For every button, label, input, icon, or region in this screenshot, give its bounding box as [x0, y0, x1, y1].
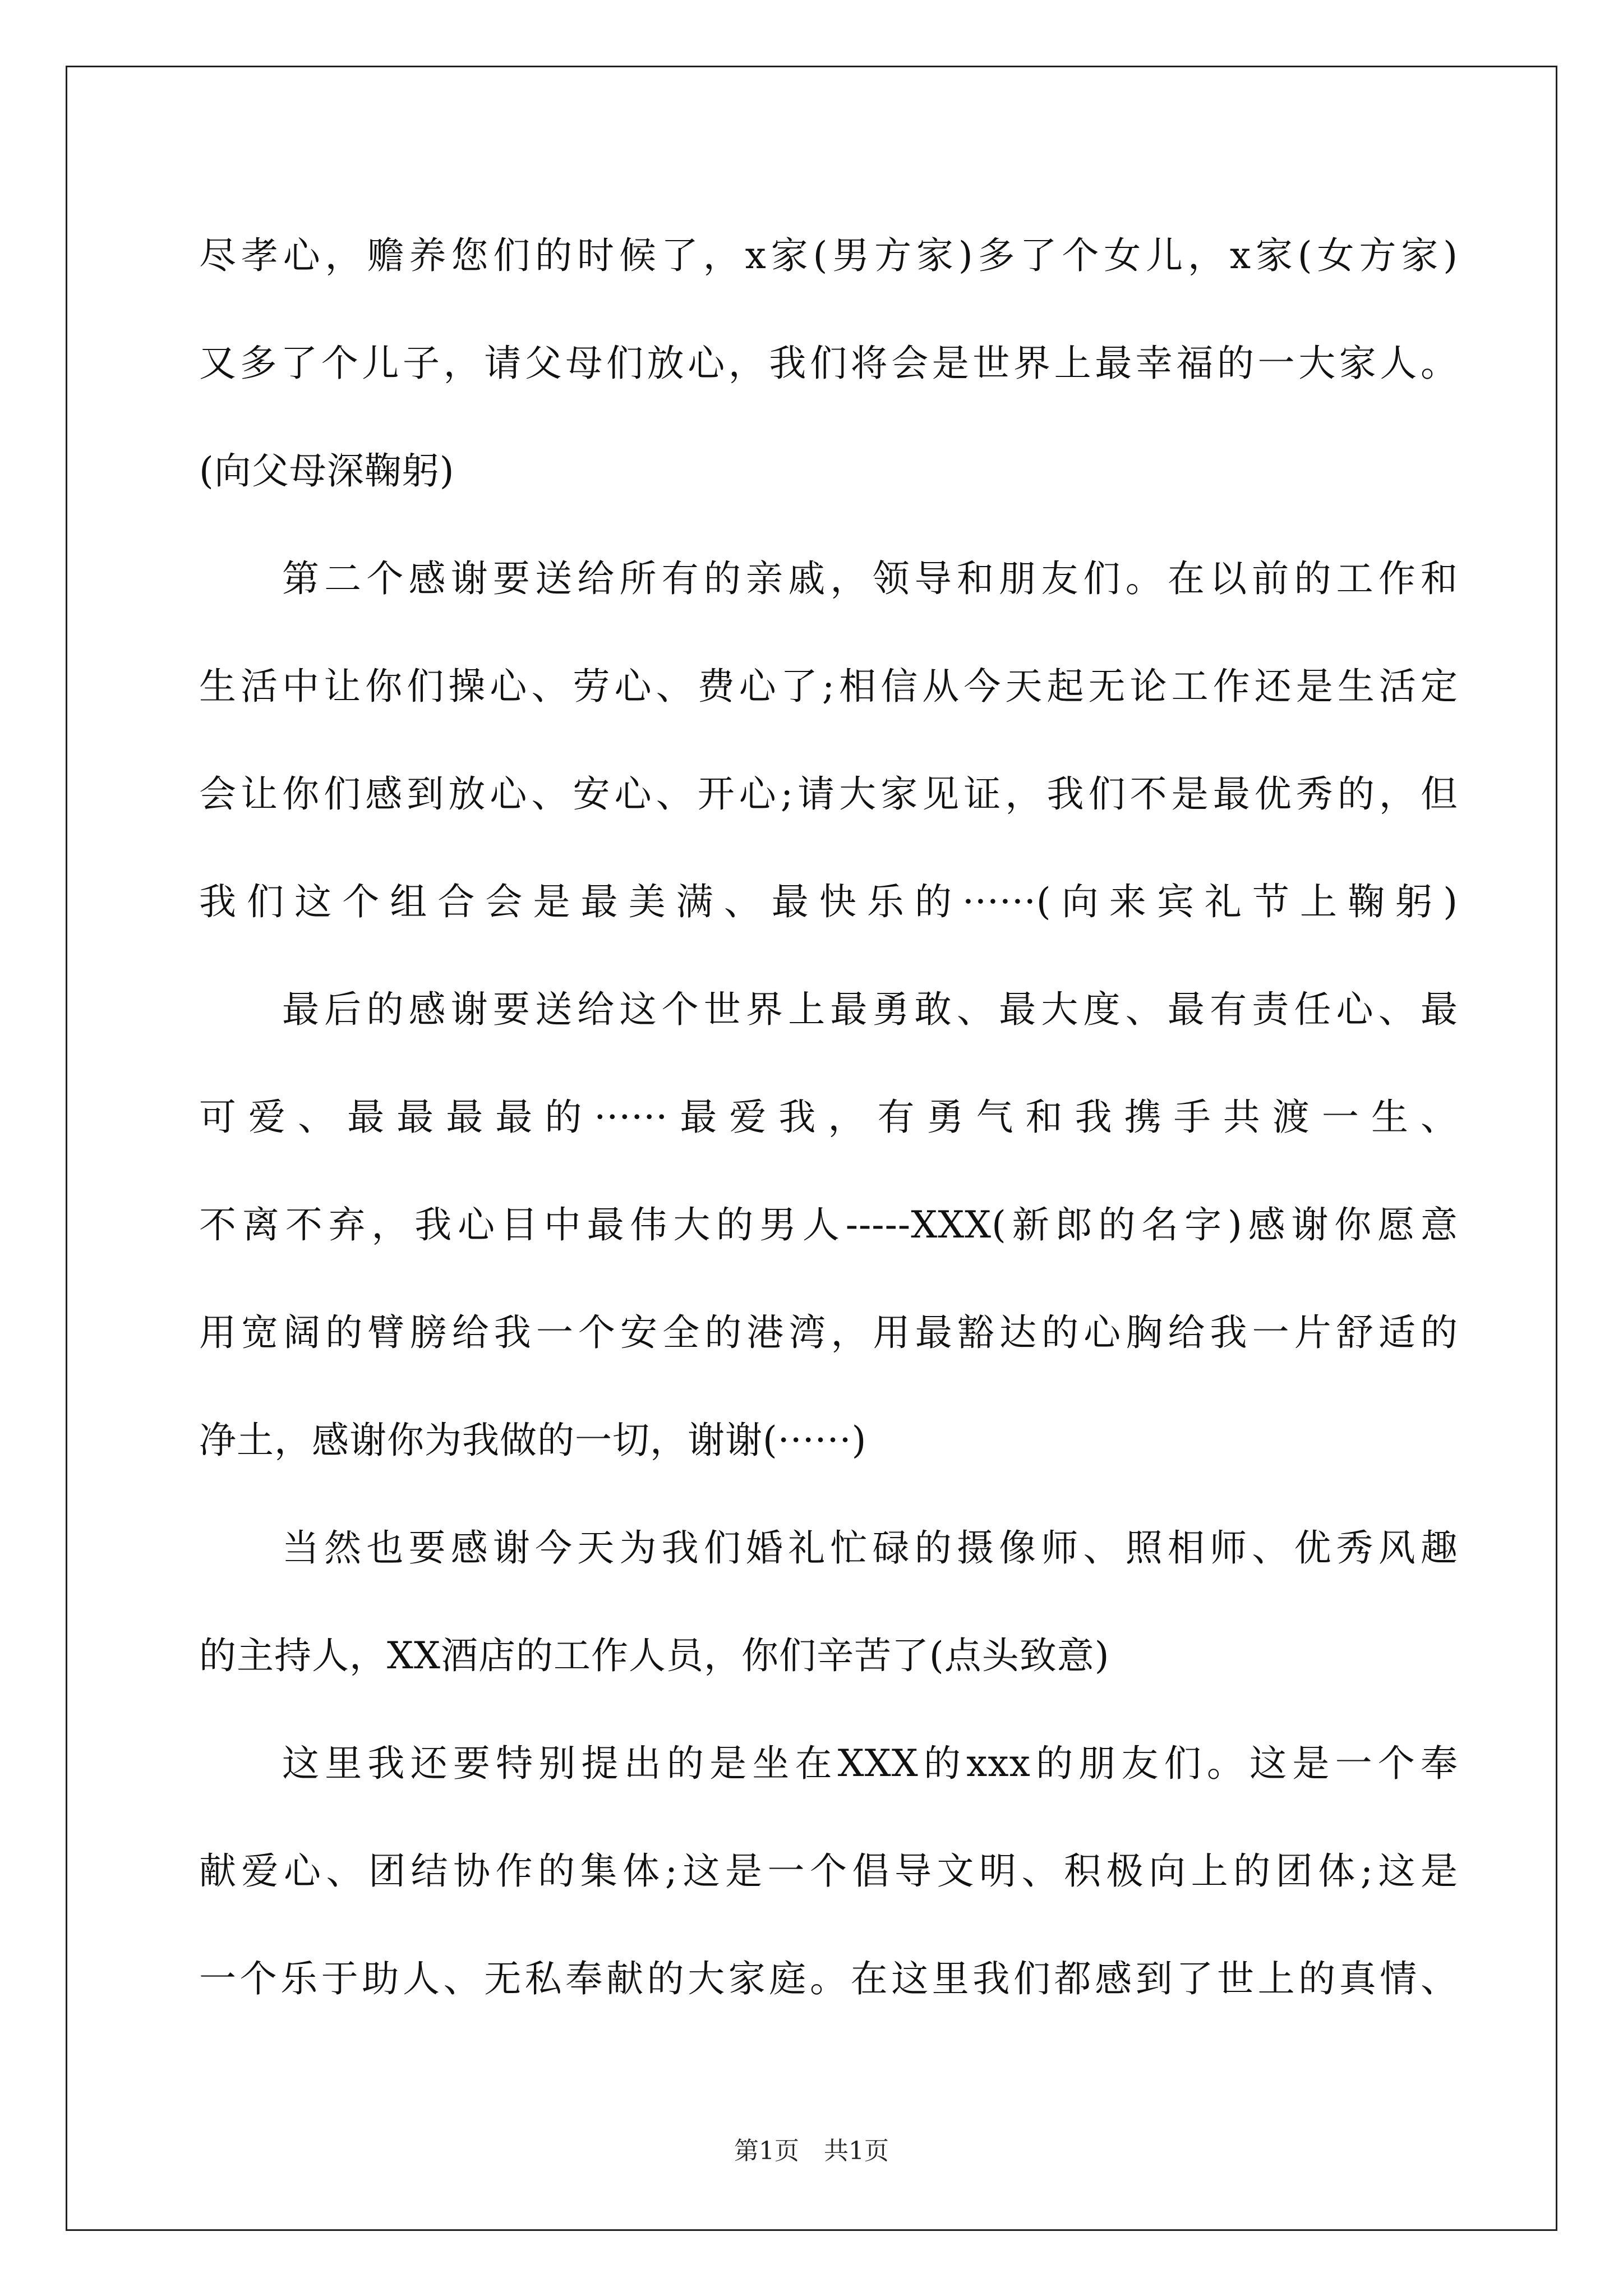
text-line: 可爱、最最最最的······最爱我，有勇气和我携手共渡一生、 [199, 1096, 1458, 1139]
text-line: 最后的感谢要送给这个世界上最勇敢、最大度、最有责任心、最 [282, 988, 1458, 1031]
text-line: 第二个感谢要送给所有的亲戚，领导和朋友们。在以前的工作和 [282, 557, 1458, 600]
text-line: 用宽阔的臂膀给我一个安全的港湾，用最豁达的心胸给我一片舒适的 [199, 1311, 1458, 1354]
page-footer [0, 2134, 1623, 2168]
text-line: 献爱心、团结协作的集体;这是一个倡导文明、积极向上的团体;这是 [199, 1849, 1458, 1893]
page-number-label: 第1页 共1页 [734, 2137, 889, 2165]
text-line: (向父母深鞠躬) [199, 449, 455, 493]
text-line: 一个乐于助人、无私奉献的大家庭。在这里我们都感到了世上的真情、 [199, 1957, 1458, 2000]
text-line: 当然也要感谢今天为我们婚礼忙碌的摄像师、照相师、优秀风趣 [282, 1526, 1458, 1570]
text-line: 尽孝心，赡养您们的时候了，x家(男方家)多了个女儿，x家(女方家) [199, 234, 1458, 277]
text-line: 的主持人，XX酒店的工作人员，你们辛苦了(点头致意) [199, 1634, 1110, 1677]
text-line: 这里我还要特别提出的是坐在XXX的xxx的朋友们。这是一个奉 [282, 1742, 1458, 1785]
text-line: 会让你们感到放心、安心、开心;请大家见证，我们不是最优秀的，但 [199, 772, 1458, 816]
document-body [199, 202, 1458, 2033]
text-line: 生活中让你们操心、劳心、费心了;相信从今天起无论工作还是生活定 [199, 665, 1458, 708]
text-line: 不离不弃，我心目中最伟大的男人-----XXX(新郎的名字)感谢你愿意 [199, 1203, 1458, 1246]
text-line: 我们这个组合会是最美满、最快乐的······(向来宾礼节上鞠躬) [199, 880, 1458, 923]
text-line: 净土，感谢你为我做的一切，谢谢(······) [199, 1419, 867, 1462]
text-line: 又多了个儿子，请父母们放心，我们将会是世界上最幸福的一大家人。 [199, 342, 1458, 385]
